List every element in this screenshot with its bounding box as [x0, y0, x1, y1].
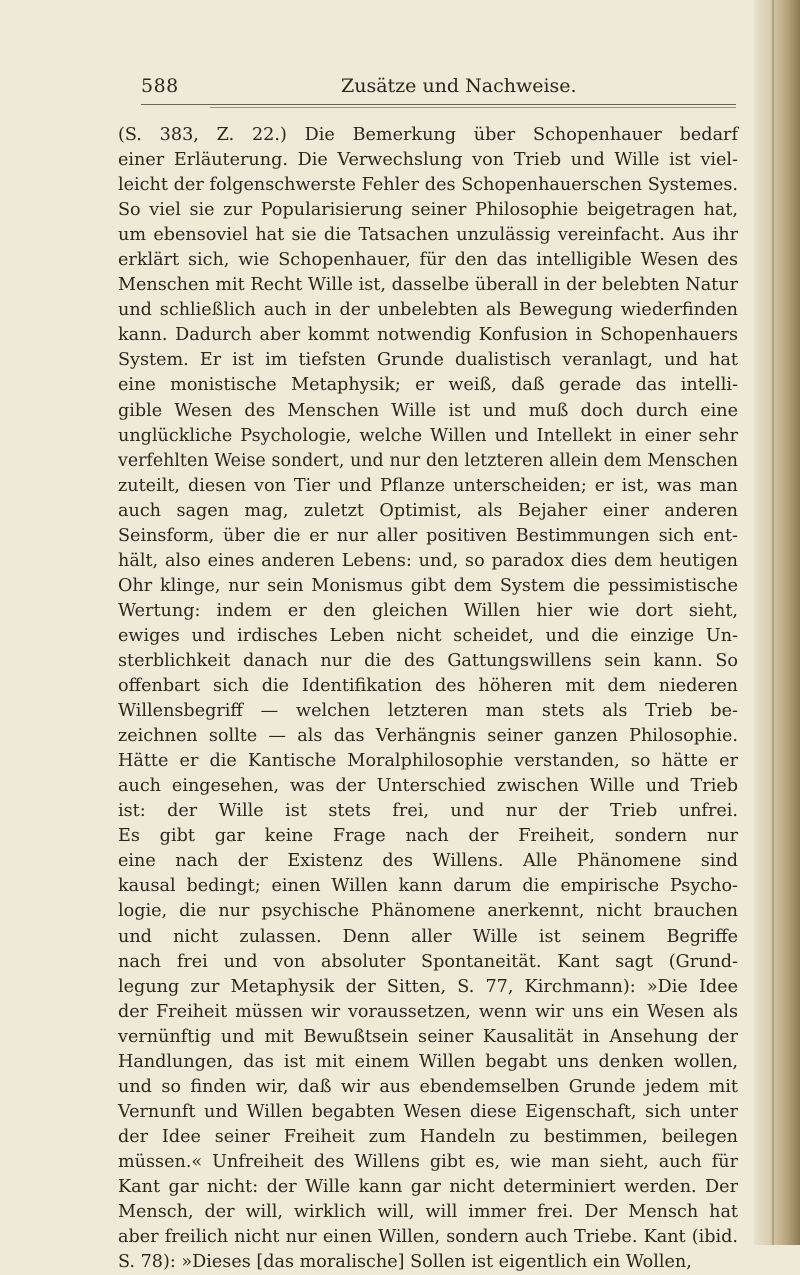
- text-line: der Freiheit müssen wir voraussetzen, wenn wir uns ein Wesen als: [118, 1001, 738, 1022]
- text-line: der Idee seiner Freiheit zum Handeln zu bestimmen, beilegen: [118, 1126, 738, 1147]
- text-line: verfehlten Weise sondert, und nur den letzteren allein dem Menschen: [118, 450, 738, 471]
- header-rule-secondary: [210, 107, 736, 108]
- text-line: Kant gar nicht: der Wille kann gar nicht determiniert werden. Der: [118, 1176, 738, 1197]
- text-line: zeichnen sollte — als das Verhängnis seiner ganzen Philosophie.: [118, 726, 738, 747]
- text-line: unglückliche Psychologie, welche Willen und Intellekt in einer sehr: [118, 425, 738, 446]
- text-line: kann. Dadurch aber kommt notwendig Konfusion in Schopenhauers: [118, 325, 738, 346]
- text-line: Vernunft und Willen begabten Wesen diese Eigenschaft, sich unter: [118, 1101, 738, 1122]
- text-line: auch eingesehen, was der Unterschied zwischen Wille und Trieb: [118, 776, 738, 797]
- page-header: [141, 75, 737, 105]
- text-line: Ohr klinge, nur sein Monismus gibt dem System die pessimistische: [118, 575, 738, 596]
- text-line: S. 78): »Dieses [das moralische] Sollen ist eigentlich ein Wollen,: [118, 1252, 692, 1273]
- text-line: nach frei und von absoluter Spontaneität. Kant sagt (Grund-: [118, 951, 738, 972]
- text-line: System. Er ist im tiefsten Grunde dualistisch veranlagt, und hat: [118, 350, 738, 371]
- body-text: [118, 123, 738, 1275]
- text-line: (S. 383, Z. 22.) Die Bemerkung über Schopenhauer bedarf: [118, 125, 738, 145]
- text-line: um ebensoviel hat sie die Tatsachen unzulässig vereinfacht. Aus ihr: [118, 225, 738, 246]
- text-line: vernünftig und mit Bewußtsein seiner Kausalität in Ansehung der: [118, 1026, 738, 1047]
- text-line: erklärt sich, wie Schopenhauer, für den das intelligible Wesen des: [118, 250, 738, 271]
- text-line: ewiges und irdisches Leben nicht scheidet, und die einzige Un-: [118, 625, 738, 646]
- text-line: Mensch, der will, wirklich will, will immer frei. Der Mensch hat: [118, 1202, 738, 1223]
- text-line: Handlungen, das ist mit einem Willen begabt uns denken wollen,: [118, 1051, 738, 1072]
- text-line: auch sagen mag, zuletzt Optimist, als Bejaher einer anderen: [118, 500, 738, 521]
- page-number: 588: [141, 75, 179, 97]
- text-line: offenbart sich die Identifikation des höheren mit dem niederen: [118, 676, 738, 697]
- text-line: sterblichkeit danach nur die des Gattungswillens sein kann. So: [118, 650, 738, 671]
- header-rule: [141, 104, 736, 105]
- text-line: und schließlich auch in der unbelebten als Bewegung wiederfinden: [118, 300, 738, 321]
- text-line: legung zur Metaphysik der Sitten, S. 77, Kirchmann): »Die Idee: [118, 976, 738, 997]
- text-line: und so finden wir, daß wir aus ebendemselben Grunde jedem mit: [118, 1076, 738, 1097]
- text-line: Seinsform, über die er nur aller positiven Bestimmungen sich ent-: [118, 525, 738, 546]
- text-line: zuteilt, diesen von Tier und Pflanze unterscheiden; er ist, was man: [118, 475, 738, 496]
- text-line: eine monistische Metaphysik; er weiß, daß gerade das intelli-: [118, 375, 738, 396]
- text-line: Wertung: indem er den gleichen Willen hier wie dort sieht,: [118, 600, 738, 621]
- text-line: kausal bedingt; einen Willen kann darum die empirische Psycho-: [118, 876, 738, 897]
- page-edge-shadow: [754, 0, 800, 1245]
- text-line: und nicht zulassen. Denn aller Wille ist seinem Begriffe: [118, 926, 738, 947]
- text-line: müssen.« Unfreiheit des Willens gibt es, wie man sieht, auch für: [118, 1151, 738, 1172]
- text-line: ist: der Wille ist stets frei, und nur der Trieb unfrei.: [118, 801, 738, 822]
- text-line: Willensbegriff — welchen letzteren man stets als Trieb be-: [118, 701, 738, 722]
- text-line: Es gibt gar keine Frage nach der Freiheit, sondern nur: [118, 826, 738, 847]
- text-line: aber freilich nicht nur einen Willen, sondern auch Triebe. Kant (ibid.: [118, 1227, 738, 1248]
- text-line: einer Erläuterung. Die Verwechslung von Trieb und Wille ist viel-: [118, 150, 738, 171]
- text-line: gible Wesen des Menschen Wille ist und muß doch durch eine: [118, 400, 738, 421]
- text-line: Hätte er die Kantische Moralphilosophie verstanden, so hätte er: [118, 751, 738, 772]
- text-line: eine nach der Existenz des Willens. Alle Phänomene sind: [118, 851, 738, 872]
- running-head: Zusätze und Nachweise.: [341, 75, 577, 97]
- text-line: Menschen mit Recht Wille ist, dasselbe überall in der belebten Natur: [118, 275, 738, 296]
- text-line: leicht der folgenschwerste Fehler des Schopenhauerschen Systemes.: [118, 175, 738, 196]
- text-line: So viel sie zur Popularisierung seiner Philosophie beigetragen hat,: [118, 200, 738, 221]
- text-line: logie, die nur psychische Phänomene anerkennt, nicht brauchen: [118, 901, 738, 922]
- text-line: hält, also eines anderen Lebens: und, so paradox dies dem heutigen: [118, 550, 738, 571]
